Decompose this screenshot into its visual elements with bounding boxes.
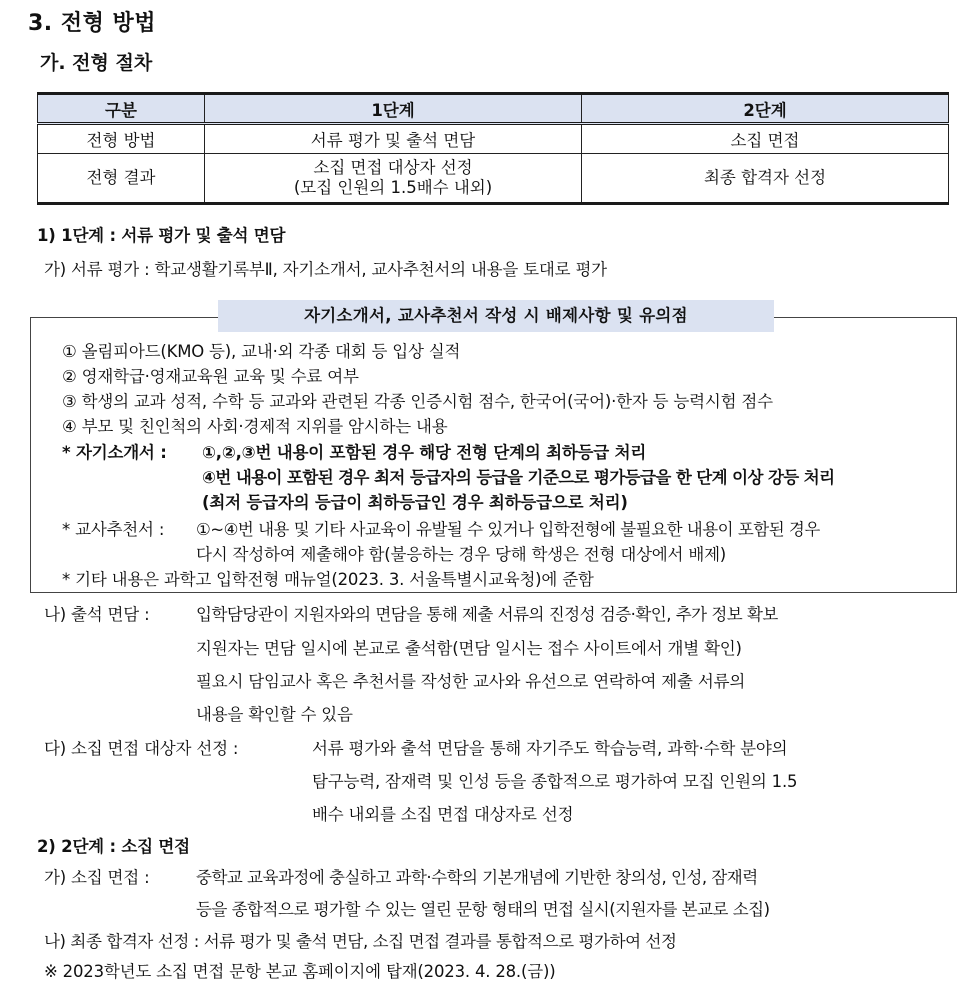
notice-item-1: ① 올림피아드(KMO 등), 교내·외 각종 대회 등 입상 실적 <box>62 342 461 361</box>
subsection-title: 가. 전형 절차 <box>40 52 153 74</box>
header-category: 구분 <box>38 94 205 124</box>
interview-line: 필요시 담임교사 혹은 추천서를 작성한 교사와 유선으로 연락하여 제출 서류의 <box>196 672 746 691</box>
stage1-cell <box>205 154 582 204</box>
step1-heading: 1) 1단계 : 서류 평가 및 출석 면담 <box>37 226 286 245</box>
notice-etc: * 기타 내용은 과학고 입학전형 매뉴얼(2023. 3. 서울특별시교육청)에 준함 <box>62 570 594 589</box>
notice-item-4: ④ 부모 및 친인척의 사회·경제적 지위를 암시하는 내용 <box>62 417 448 436</box>
final-selection: 나) 최종 합격자 선정 : 서류 평가 및 출석 면담, 소집 면접 결과를 통합적으로 평가하여 선정 <box>44 932 677 951</box>
selection-line: 배수 내외를 소집 면접 대상자로 선정 <box>312 805 574 824</box>
header-stage1: 1단계 <box>205 94 582 124</box>
selection-label: 다) 소집 면접 대상자 선정 : <box>44 739 239 758</box>
self-intro-line: ①,②,③번 내용이 포함된 경우 해당 전형 단계의 최하등급 처리 <box>202 443 647 462</box>
row-label: 전형 결과 <box>38 154 205 204</box>
teacher-rec-label: * 교사추천서 : <box>62 520 165 539</box>
group-interview-line: 등을 종합적으로 평가할 수 있는 열린 문항 형태의 면접 실시(지원자를 본교로 소집) <box>196 900 770 919</box>
stage1-cell: 서류 평가 및 출석 면담 <box>205 124 582 154</box>
group-interview-label: 가) 소집 면접 : <box>44 868 150 887</box>
procedure-table <box>37 92 949 205</box>
self-intro-line: ④번 내용이 포함된 경우 최저 등급자의 등급을 기준으로 평가등급을 한 단계 이상 강등 처리 <box>202 468 835 487</box>
group-interview-line: 중학교 교육과정에 충실하고 과학·수학의 기본개념에 기반한 창의성, 인성, 잠재력 <box>196 868 758 887</box>
teacher-rec-line: ①~④번 내용 및 기타 사교육이 유발될 수 있거나 입학전형에 불필요한 내용이 포함된 경우 <box>196 520 820 539</box>
notice-item-3: ③ 학생의 교과 성적, 수학 등 교과와 관련된 각종 인증시험 점수, 한국어(국어)·한자 등 능력시험 점수 <box>62 392 773 411</box>
self-intro-label: * 자기소개서 : <box>62 443 167 462</box>
stage2-cell: 소집 면접 <box>582 124 949 154</box>
row-label: 전형 방법 <box>38 124 205 154</box>
table-row <box>38 124 949 154</box>
interview-line: 입학담당관이 지원자와의 면담을 통해 제출 서류의 진정성 검증·확인, 추가 정보 확보 <box>196 605 778 624</box>
selection-line: 서류 평가와 출석 면담을 통해 자기주도 학습능력, 과학·수학 분야의 <box>312 739 788 758</box>
table-row <box>38 154 949 204</box>
header-stage2: 2단계 <box>582 94 949 124</box>
interview-line: 지원자는 면담 일시에 본교로 출석함(면담 일시는 접수 사이트에서 개별 확인) <box>196 639 742 658</box>
section-title: 3. 전형 방법 <box>28 11 156 36</box>
notice-footnote: ※ 2023학년도 소집 면접 문항 본교 홈페이지에 탑재(2023. 4. 28.(금)) <box>44 962 556 981</box>
notice-title: 자기소개서, 교사추천서 작성 시 배제사항 및 유의점 <box>218 300 774 332</box>
step1-document-review: 가) 서류 평가 : 학교생활기록부Ⅱ, 자기소개서, 교사추천서의 내용을 토대로 평가 <box>44 260 607 279</box>
self-intro-line: (최저 등급자의 등급이 최하등급인 경우 최하등급으로 처리) <box>202 493 628 512</box>
notice-item-2: ② 영재학급·영재교육원 교육 및 수료 여부 <box>62 367 359 386</box>
teacher-rec-line: 다시 작성하여 제출해야 함(불응하는 경우 당해 학생은 전형 대상에서 배제) <box>196 545 727 564</box>
interview-line: 내용을 확인할 수 있음 <box>196 705 353 724</box>
stage1-cell-line: (모집 인원의 1.5배수 내외) <box>293 178 493 197</box>
step2-heading: 2) 2단계 : 소집 면접 <box>37 837 190 856</box>
table-header-row <box>38 94 949 124</box>
stage2-cell: 최종 합격자 선정 <box>582 154 949 204</box>
selection-line: 탐구능력, 잠재력 및 인성 등을 종합적으로 평가하여 모집 인원의 1.5 <box>312 772 798 791</box>
interview-label: 나) 출석 면담 : <box>44 605 150 624</box>
stage1-cell-line: 소집 면접 대상자 선정 <box>313 158 473 177</box>
